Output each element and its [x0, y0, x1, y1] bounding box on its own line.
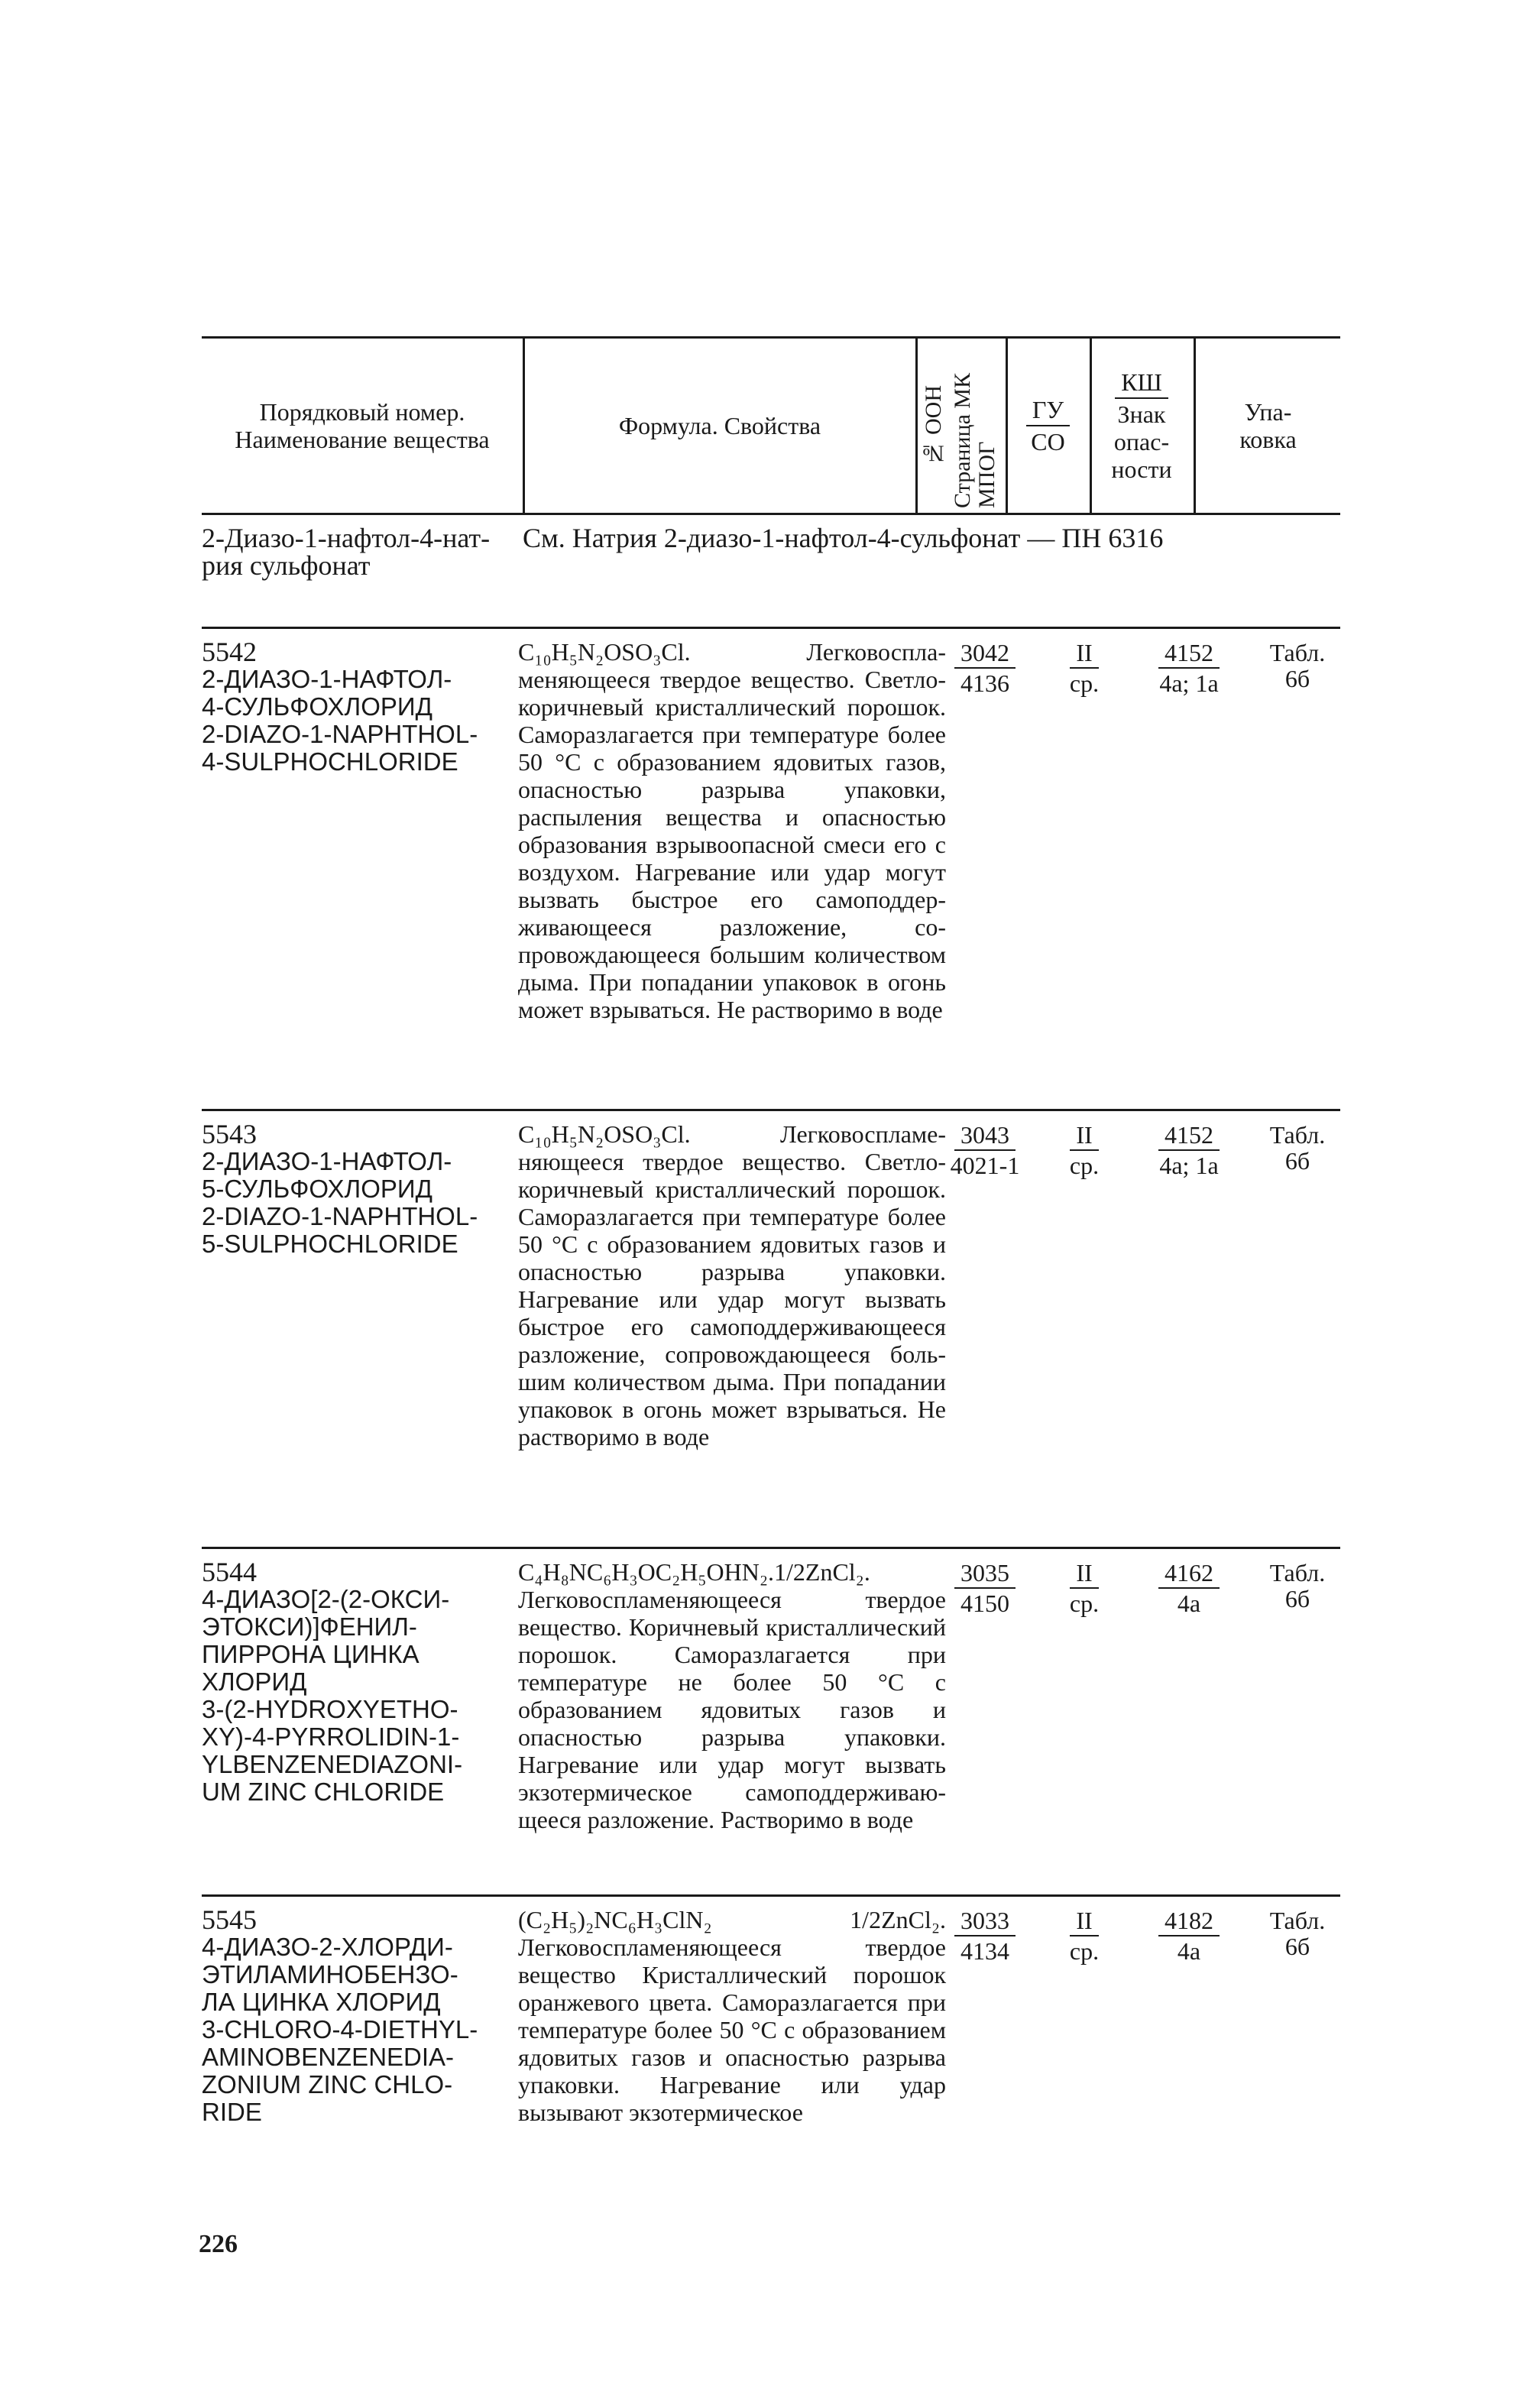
- entry-number: 5545: [202, 1904, 257, 1935]
- entry-gu: $\frac{II}{ср.}$: [1069, 639, 1100, 697]
- reference-text: См. Натрия 2-диазо-1-нафтол-4-сульфонат — ПН 6316: [523, 523, 1164, 553]
- entry-hazard-sign: $\frac{4152}{4а; 1а}$: [1159, 639, 1219, 697]
- header-page-column: Страница МК МПОГ: [950, 372, 999, 508]
- entry-number: 5544: [202, 1557, 257, 1587]
- entry-un-number: $\frac{3042}{4136}$: [935, 640, 1035, 696]
- entry-hazard-sign: $\frac{4152}{4а; 1а}$: [1159, 1121, 1219, 1179]
- entry-packing: Табл. 6б: [1269, 1559, 1326, 1612]
- entry-properties: C₄H₈NC₆H₃OC₂H₅OHN₂.1/2ZnCl₂. Легковоспламеняющееся твердое вещество. Коричневый кристаллический порошок. Саморазлагается при температуре не более 50 °С с образованием ядовитых газов и опасностью разрыва упаковки. Нагревание или удар могут вызвать экзотермическое самоподдерживающееся разложение. Растворимо в воде: [518, 1558, 946, 1833]
- entry-name-en: 3-CHLORO-4-DIETHYL- AMINOBENZENEDIA- ZONIUM ZINC CHLO- RIDE: [202, 2015, 478, 2126]
- entry-name-en: 3-(2-HYDROXYETHO- XY)-4-PYRROLIDIN-1- YLBENZENEDIAZONI- UM ZINC CHLORIDE: [202, 1695, 463, 1806]
- table-row: [202, 627, 1340, 1109]
- entry-hazard-sign: $\frac{4182}{4а}$: [1135, 1907, 1242, 1964]
- page-number: 226: [199, 2230, 238, 2258]
- header-pack-column: Упа- ковка: [1239, 398, 1297, 453]
- header-name-column: Порядковый номер. Наименование вещества: [235, 398, 490, 453]
- entry-name-ru: 4-ДИАЗО-2-ХЛОРДИ- ЭТИЛАМИНОБЕНЗО- ЛА ЦИНКА ХЛОРИД: [202, 1933, 458, 2016]
- entry-properties: (C₂H₅)₂NC₆H₃ClN₂ 1/2ZnCl₂. Легковоспламеняющееся твердое вещество Кристаллический порошок оранжевого цвета. Саморазлагается при температуре более 50 °С с образованием ядовитых газов и опасностью разрыва упаковки. Нагревание или удар вызывают экзотермическое: [518, 1906, 946, 2126]
- table-header: [202, 336, 1340, 515]
- header-un-column: № ООН: [921, 385, 946, 466]
- entry-gu: $\frac{II}{ср.}$: [1069, 1559, 1100, 1617]
- header-gu-column: $\frac{ГУ}{СО}$: [1008, 339, 1088, 513]
- entry-name-ru: 2-ДИАЗО-1-НАФТОЛ- 4-СУЛЬФОХЛОРИД: [202, 665, 452, 721]
- entry-name: [202, 638, 507, 776]
- entry-number: 5543: [202, 1119, 257, 1149]
- entry-packing: Табл. 6б: [1269, 1121, 1326, 1175]
- entry-un-number: $\frac{3035}{4150}$: [935, 1560, 1035, 1616]
- table-row: [202, 1109, 1340, 1547]
- document-page: [202, 336, 1340, 2164]
- entry-un-number: $\frac{3043}{4021-1}$: [950, 1121, 1020, 1179]
- entry-name-ru: 4-ДИАЗО[2-(2-ОКСИ- ЭТОКСИ)]ФЕНИЛ- ПИРРОНА ЦИНКА ХЛОРИД: [202, 1585, 450, 1696]
- table-row: [202, 1894, 1340, 2164]
- table-row: [202, 1547, 1340, 1894]
- entry-packing: Табл. 6б: [1269, 1907, 1326, 1960]
- entry-name-ru: 2-ДИАЗО-1-НАФТОЛ- 5-СУЛЬФОХЛОРИД: [202, 1147, 452, 1203]
- entry-name: [202, 1906, 507, 2126]
- entry-name-en: 2-DIAZO-1-NAPHTHOL- 4-SULPHOCHLORIDE: [202, 720, 478, 776]
- entry-gu: $\frac{II}{ср.}$: [1069, 1907, 1100, 1965]
- entry-hazard-sign: $\frac{4162}{4а}$: [1135, 1560, 1242, 1616]
- entry-un-number: $\frac{3033}{4134}$: [935, 1907, 1035, 1964]
- entry-name: [202, 1120, 507, 1258]
- entry-packing: Табл. 6б: [1269, 639, 1326, 692]
- header-formula-column: Формула. Свойства: [618, 412, 821, 439]
- entry-properties: C₁₀H₅N₂OSO₃Cl. Легковоспламеняющееся твердое вещество. Светло-коричневый кристаллический порошок. Саморазлагается при температуре более 50 °С с образованием ядовитых газов и опасностью разрыва упаковки. Нагревание или удар могут вызвать быстрое его самоподдерживающееся разложение, сопровождающееся большим количеством дыма. При попадании упаковок в огонь может взрываться. Не растворимо в воде: [518, 1120, 946, 1450]
- entry-name-en: 2-DIAZO-1-NAPHTHOL- 5-SULPHOCHLORIDE: [202, 1202, 478, 1258]
- reference-name: 2-Диазо-1-нафтол-4-нат- рия сульфонат: [202, 523, 491, 581]
- entry-number: 5542: [202, 637, 257, 667]
- cross-reference-row: [202, 515, 1340, 588]
- entry-name: [202, 1558, 507, 1806]
- entry-properties: C₁₀H₅N₂OSO₃Cl. Легковоспламеняющееся твердое вещество. Светло-коричневый кристаллический порошок. Саморазлагается при температуре более 50 °С с образованием ядовитых газов, опасностью разрыва упаковки, распыления вещества и опасностью образования взрывоопасной смеси его с воздухом. Нагревание или удар могут вызвать быстрое его самоподдерживающееся разложение, сопровождающееся большим количеством дыма. При попадании упаковок в огонь может взрываться. Не растворимо в воде: [518, 638, 946, 1023]
- entry-gu: $\frac{II}{ср.}$: [1069, 1121, 1100, 1179]
- header-ksh-column: $\frac{КШ}{\text{Знак опас- ности}}$: [1111, 368, 1172, 483]
